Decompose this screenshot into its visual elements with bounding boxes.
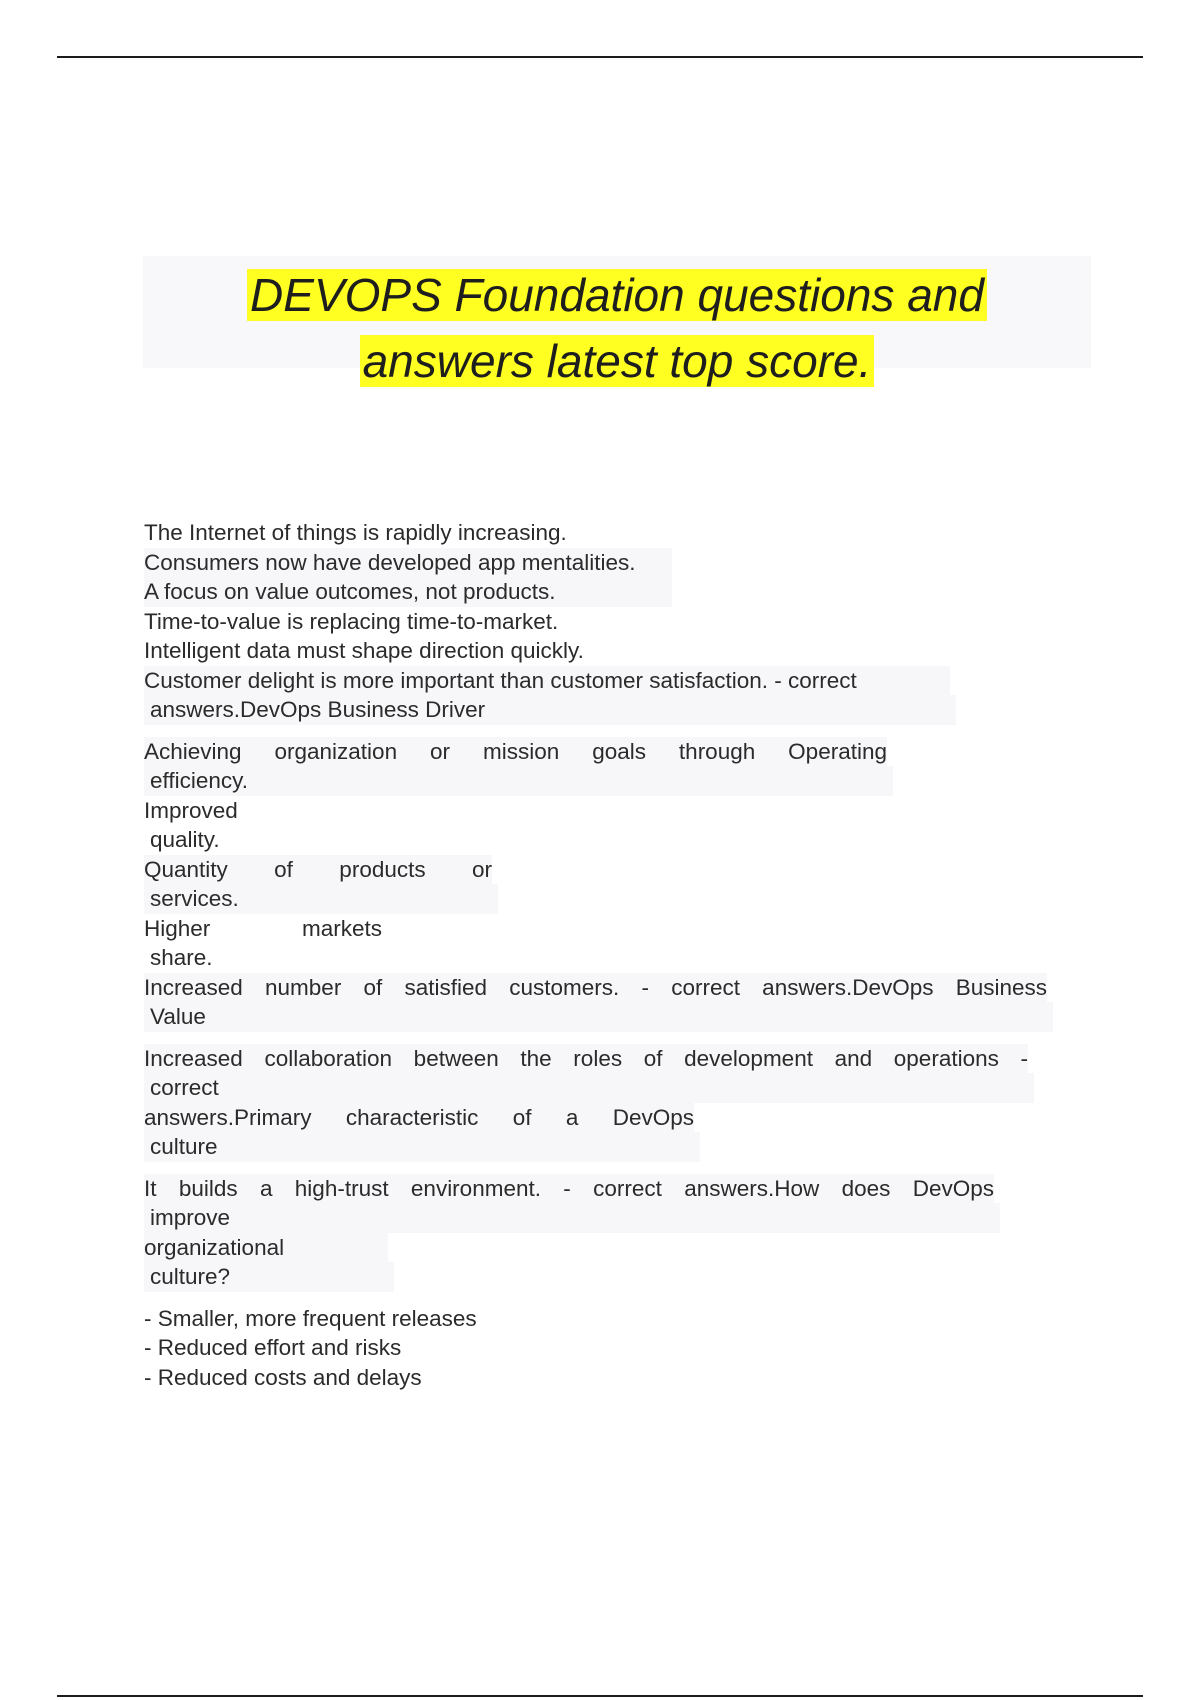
paragraph-organizational-culture: [144, 1174, 1054, 1292]
document-title: [143, 262, 1091, 394]
text-line: improve: [144, 1203, 1000, 1233]
paragraph-primary-characteristic: [144, 1044, 1054, 1162]
list-item: - Smaller, more frequent releases: [144, 1305, 477, 1331]
text-line: Intelligent data must shape direction quickly.: [144, 638, 584, 663]
text-line: Time-to-value is replacing time-to-market.: [144, 608, 559, 634]
text-line: efficiency.: [144, 766, 893, 796]
text-line: It builds a high-trust environment. - correct answers.How does DevOps: [144, 1174, 994, 1204]
text-line: Increased number of satisfied customers. - correct answers.DevOps Business: [144, 973, 1047, 1003]
text-line: correct: [144, 1073, 1034, 1103]
top-rule: [57, 56, 1143, 58]
text-line: The Internet of things is rapidly increasing.: [144, 520, 567, 545]
bottom-rule: [57, 1695, 1143, 1697]
text-line: culture: [144, 1132, 700, 1162]
text-line: Customer delight is more important than customer satisfaction. - correct: [144, 666, 950, 696]
paragraph-business-value: [144, 737, 1054, 1032]
text-line: organizational: [144, 1233, 388, 1263]
title-line-1: DEVOPS Foundation questions and: [247, 269, 987, 321]
text-line: Increased collaboration between the roles of development and operations -: [144, 1044, 1028, 1074]
list-item: - Reduced costs and delays: [144, 1364, 422, 1390]
text-line: share.: [150, 945, 213, 970]
text-line: answers.Primary characteristic of a DevOps: [144, 1103, 694, 1133]
text-line: Quantity of products or: [144, 855, 492, 885]
text-line: quality.: [150, 827, 220, 852]
text-line: A focus on value outcomes, not products.: [144, 577, 672, 607]
title-line-2: answers latest top score.: [360, 335, 875, 387]
text-line: Achieving organization or mission goals through Operating: [144, 737, 887, 767]
list-item: - Reduced effort and risks: [144, 1335, 402, 1360]
text-line: Higher markets: [144, 915, 382, 941]
text-line: answers.DevOps Business Driver: [144, 695, 956, 725]
text-line: Improved: [144, 797, 238, 823]
list-benefits: [144, 1304, 1054, 1393]
text-line: culture?: [144, 1262, 394, 1292]
document-body: [144, 518, 1054, 1392]
text-line: Value: [144, 1002, 1053, 1032]
paragraph-business-driver: [144, 518, 1054, 725]
text-line: Consumers now have developed app mentalities.: [144, 548, 672, 578]
text-line: services.: [144, 884, 498, 914]
